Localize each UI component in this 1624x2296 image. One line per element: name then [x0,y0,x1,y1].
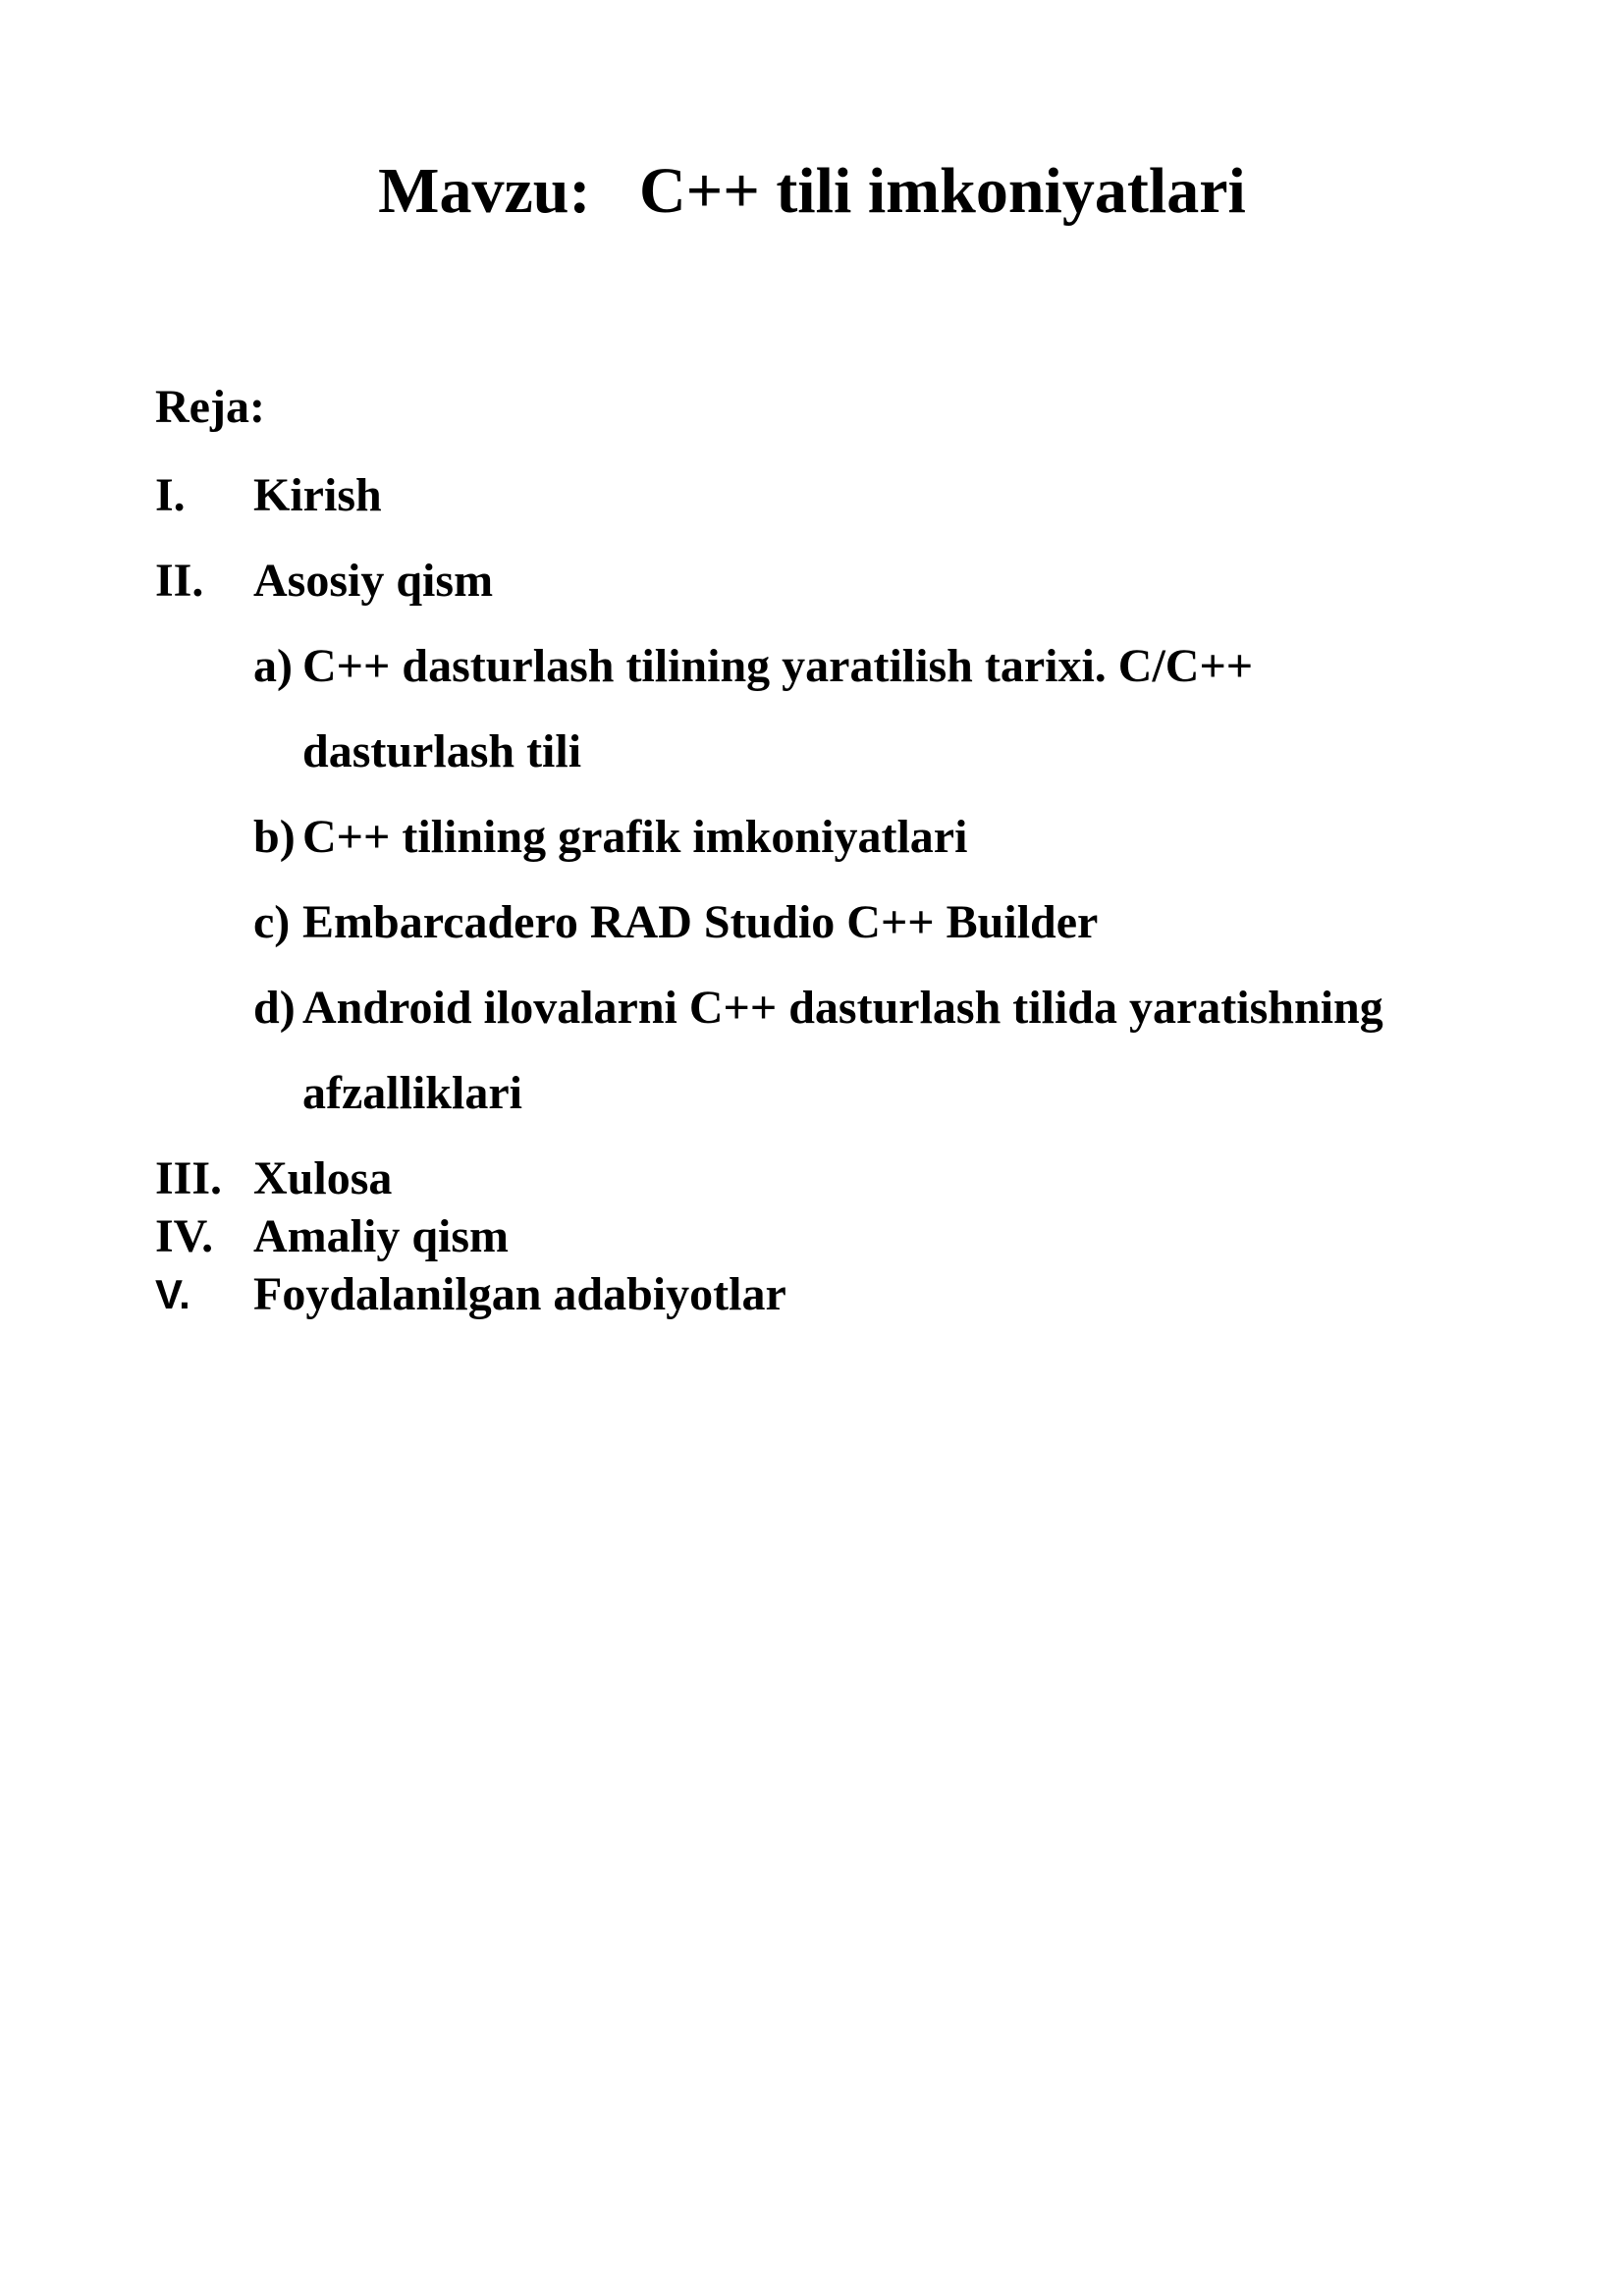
plan-subitem-text-continued: dasturlash tili [302,725,582,777]
plan-subitem-letter: c) [253,896,291,948]
plan-subitem-letter: a) [253,640,293,692]
page-title: Mavzu: C++ tili imkoniyatlari [378,155,1246,227]
plan-subitem-text: Android ilovalarni C++ dasturlash tilida yaratishning [302,982,1383,1034]
plan-item-text: Asosiy qism [253,555,494,607]
plan-item-number: IV. [155,1210,214,1262]
plan-item-number: V. [155,1271,190,1317]
plan-subitem-text: C++ dasturlash tilining yaratilish tarixi. C/C++ [302,640,1254,692]
plan-item-text: Amaliy qism [253,1210,510,1262]
plan-subitem-text: Embarcadero RAD Studio C++ Builder [302,896,1099,948]
plan-item-number: I. [155,469,186,521]
plan-subitem-text: C++ tilining grafik imkoniyatlari [302,811,968,863]
plan-subitem-text-continued: afzalliklari [302,1067,522,1119]
plan-item-text: Foydalanilgan adabiyotlar [253,1268,786,1320]
plan-item-number: III. [155,1152,223,1204]
plan-item-number: II. [155,555,204,607]
plan-item-text: Kirish [253,469,382,521]
plan-subitem-letter: b) [253,811,296,863]
plan-heading: Reja: [155,381,265,433]
plan-item-text: Xulosa [253,1152,393,1204]
plan-subitem-letter: d) [253,982,296,1034]
